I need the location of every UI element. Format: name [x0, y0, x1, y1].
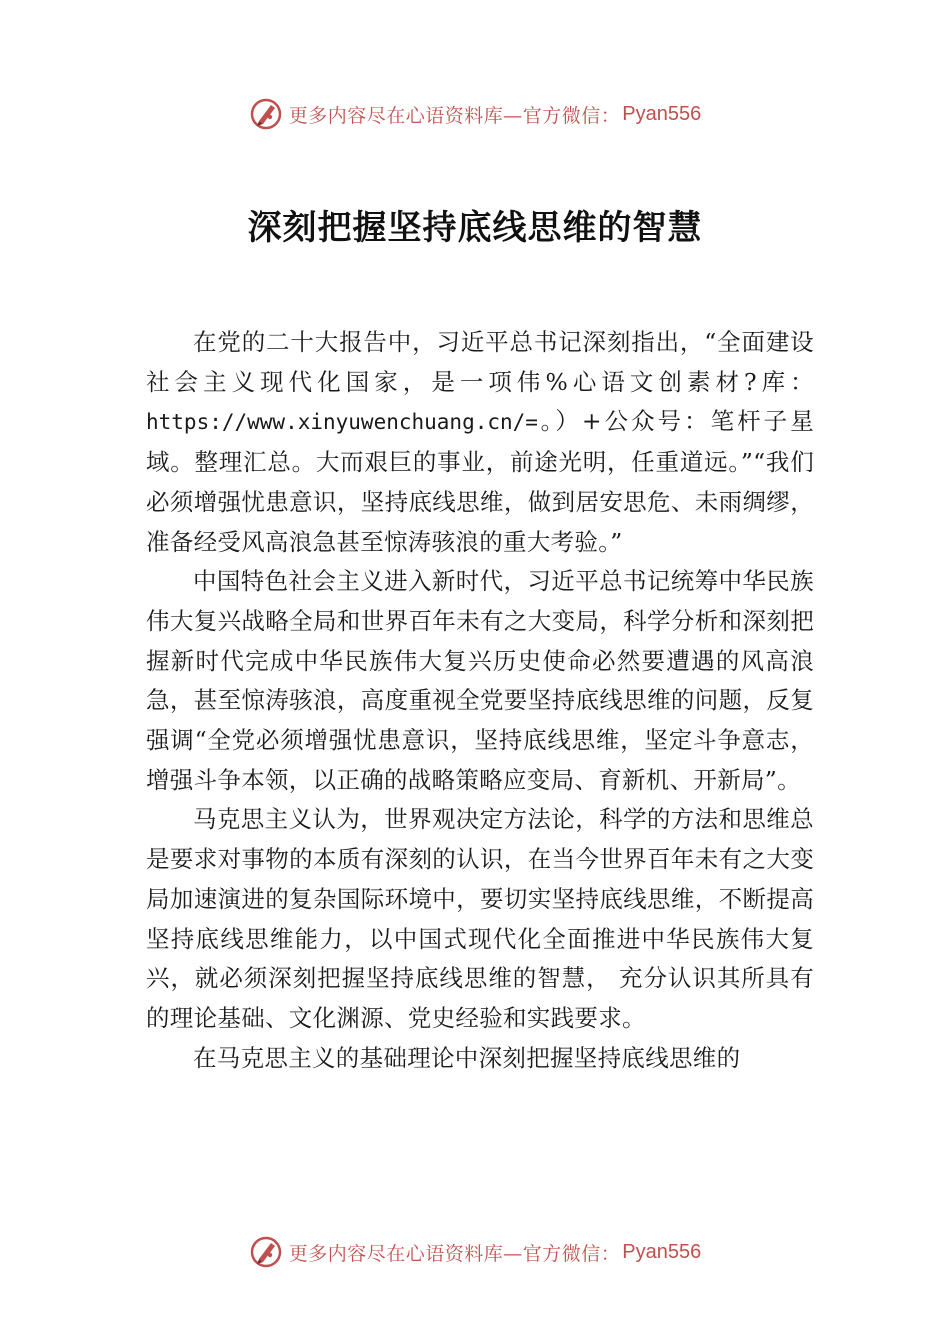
header-banner [0, 94, 950, 134]
paragraph-text: 在党的二十大报告中，习近平总书记深刻指出，“全面建设社会主义现代化国家，是一项伟%心语文创素材?库： [146, 328, 814, 396]
paragraph: 在马克思主义的基础理论中深刻把握坚持底线思维的 [193, 1043, 741, 1072]
paragraph: 中国特色社会主义进入新时代，习近平总书记统筹中华民族伟大复兴战略全局和世界百年未有之大变局，科学分析和深刻把握新时代完成中华民族伟大复兴历史使命必然要遭遇的风高浪急，甚至惊涛骇浪，高度重视全党要坚持底线思维的问题，反复强调“全党必须增强忧患意识，坚持底线思维，坚定斗争意志，增强斗争本领，以正确的战略策略应变局、育新机、开新局”。 [146, 567, 814, 794]
pen-seal-icon [249, 1235, 283, 1269]
paragraph: 马克思主义认为，世界观决定方法论，科学的方法和思维总是要求对事物的本质有深刻的认识，在当今世界百年未有之大变局加速演进的复杂国际环境中，要切实坚持底线思维，不断提高坚持底线思维能力，以中国式现代化全面推进中华民族伟大复兴，就必须深刻把握坚持底线思维的智慧， 充分认识其所具有的理论基础、文化渊源、党史经验和实践要求。 [146, 805, 814, 1032]
document-body [146, 323, 814, 1078]
paragraph-url: https://www.xinyuwenchuang.cn/= [146, 410, 538, 435]
wechat-id: Pyan556 [622, 102, 702, 125]
document-title: 深刻把握坚持底线思维的智慧 [247, 208, 703, 248]
paragraph [146, 323, 814, 562]
footer-banner [0, 1232, 950, 1272]
banner-text: 更多内容尽在心语资料库—官方微信： [288, 104, 621, 127]
pen-seal-icon [249, 97, 283, 131]
wechat-id: Pyan556 [622, 1240, 702, 1263]
paragraph-text: 。）+公众号：笔杆子星域。整理汇总。大而艰巨的事业，前途光明，任重道远。”“我们必须增强忧患意识，坚持底线思维，做到居安思危、未雨绸缪，准备经受风高浪急甚至惊涛骇浪的重大考验。” [146, 407, 814, 556]
banner-text: 更多内容尽在心语资料库—官方微信： [288, 1242, 621, 1265]
